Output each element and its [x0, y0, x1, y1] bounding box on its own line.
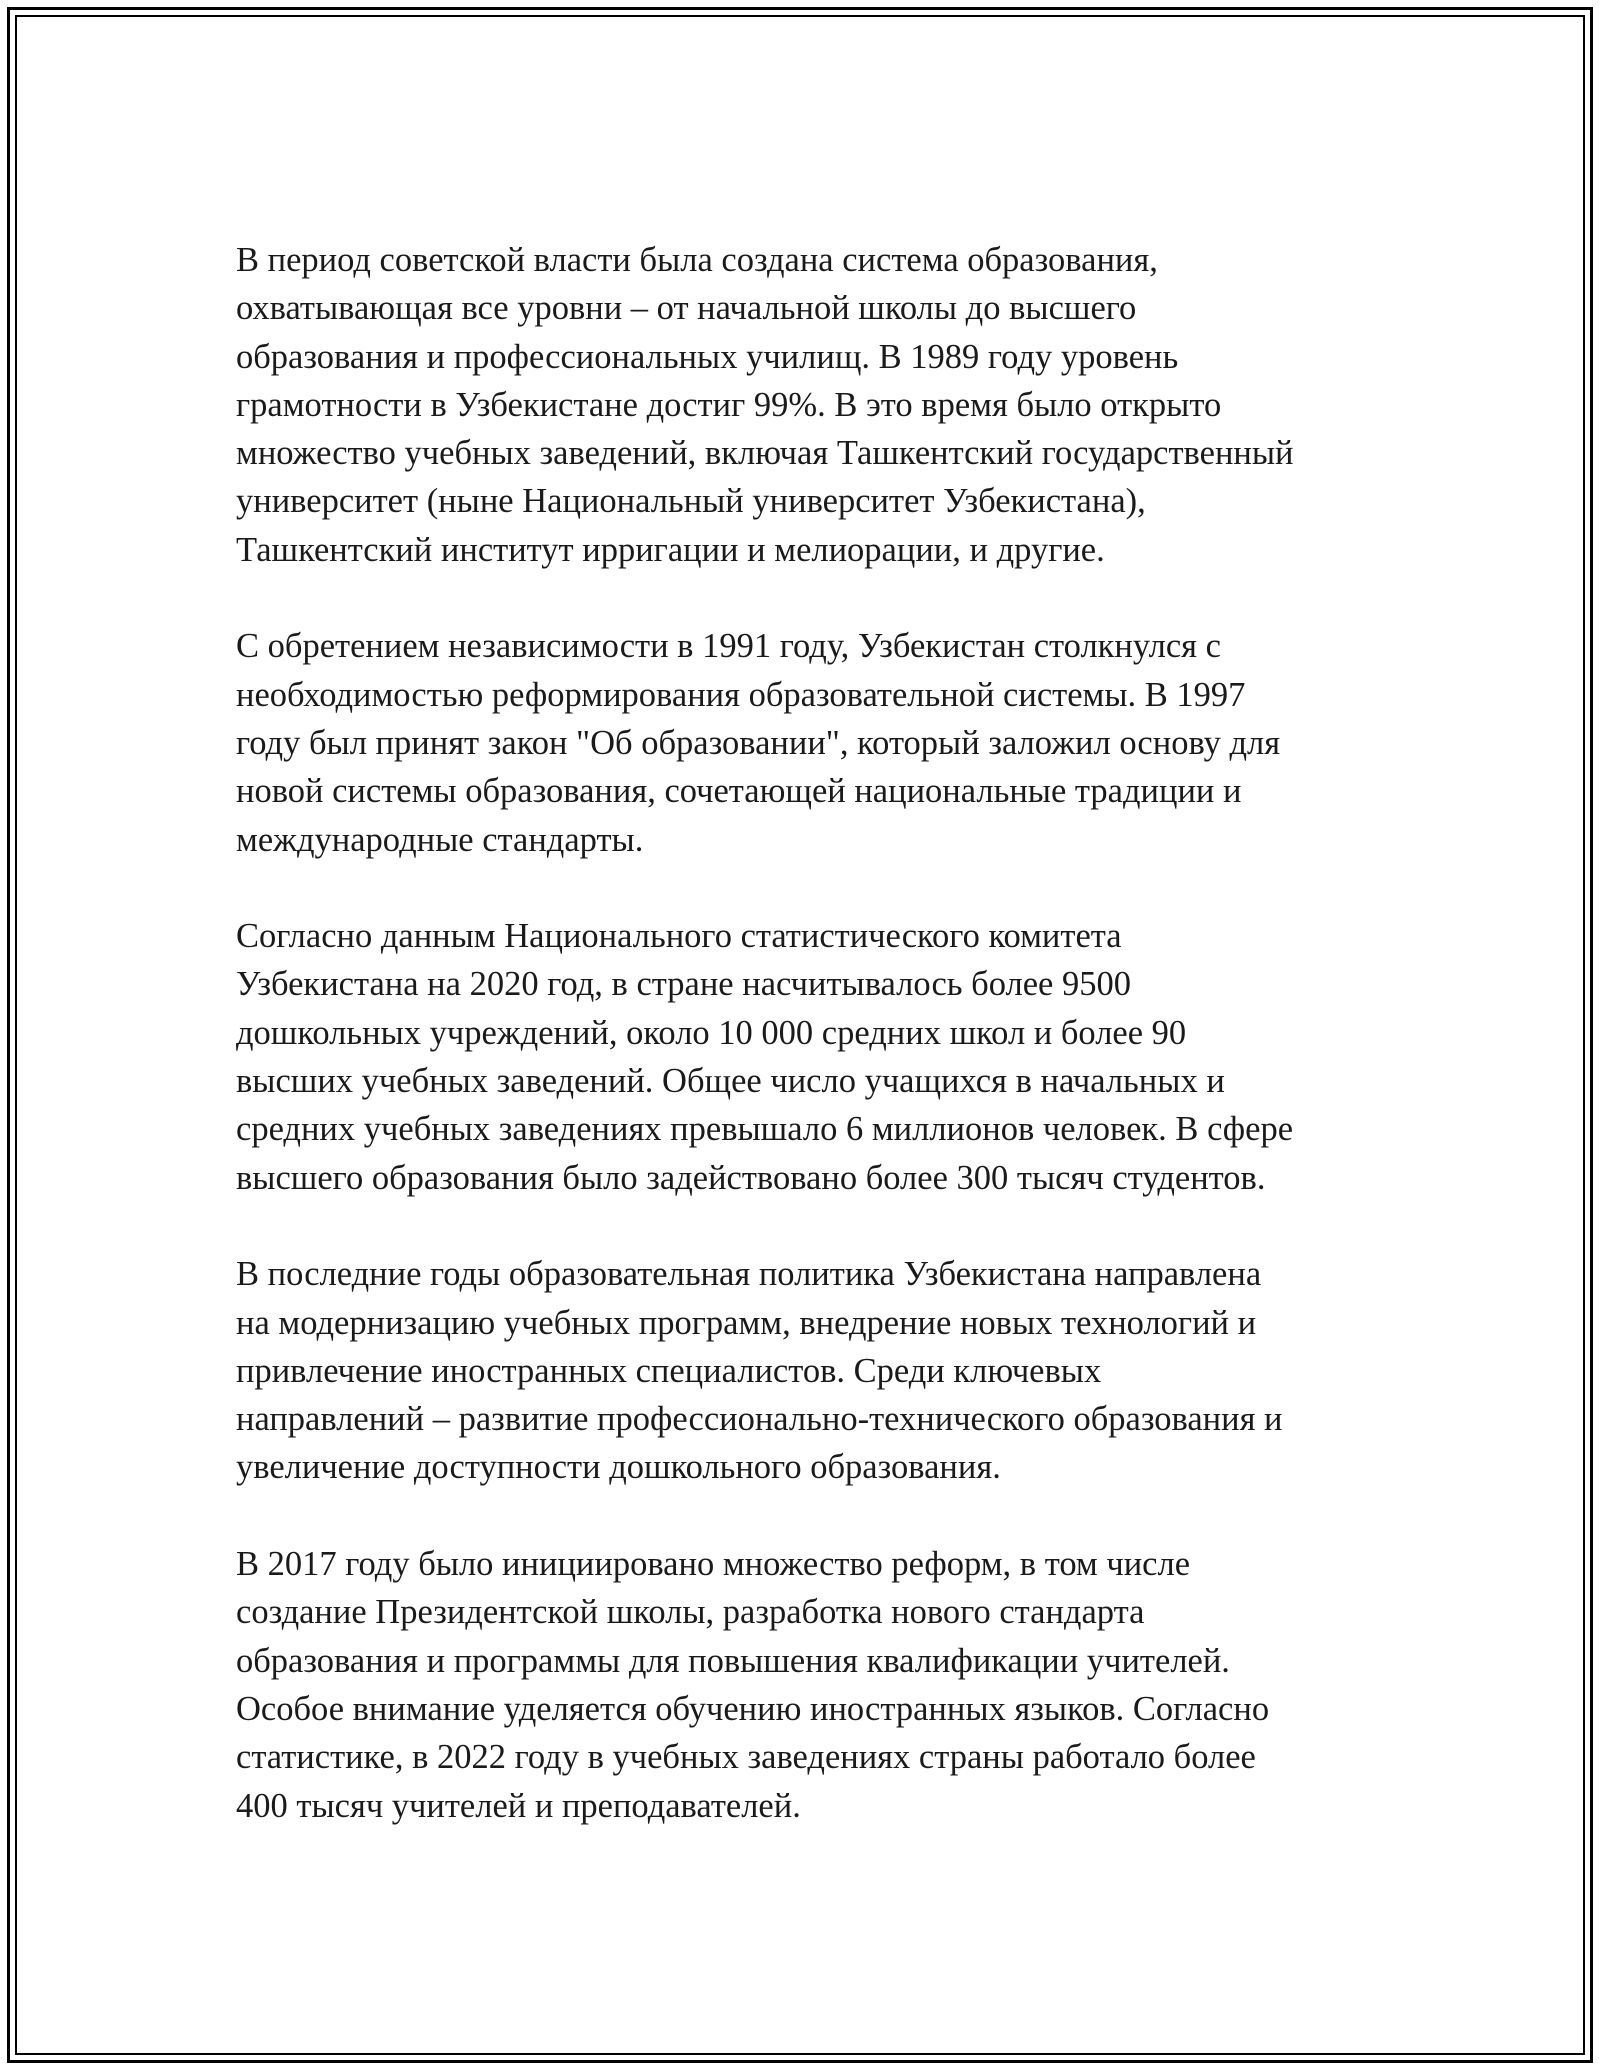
paragraph-soviet-era — [236, 236, 1376, 574]
paragraph-statistics-2020 — [236, 912, 1376, 1202]
text-line: средних учебных заведениях превышало 6 миллионов человек. В сфере — [236, 1110, 1294, 1149]
text-line: привлечение иностранных специалистов. Среди ключевых — [236, 1351, 1102, 1390]
text-line: увеличение доступности дошкольного образования. — [236, 1448, 1001, 1487]
text-line: необходимостью реформирования образовательной системы. В 1997 — [236, 675, 1246, 714]
paragraph-recent-policy — [236, 1250, 1376, 1491]
text-line: В последние годы образовательная политика Узбекистана направлена — [236, 1255, 1262, 1294]
text-line: образования и профессиональных училищ. В 1989 году уровень — [236, 337, 1179, 376]
text-line: В 2017 году было инициировано множество реформ, в том числе — [236, 1545, 1191, 1584]
text-line: образования и программы для повышения квалификации учителей. — [236, 1641, 1230, 1680]
text-line: высших учебных заведений. Общее число учащихся в начальных и — [236, 1062, 1225, 1101]
text-line: направлений – развитие профессионально-технического образования и — [236, 1400, 1283, 1439]
text-line: на модернизацию учебных программ, внедрение новых технологий и — [236, 1303, 1257, 1342]
text-line: статистике, в 2022 году в учебных заведениях страны работало более — [236, 1738, 1256, 1777]
text-line: международные стандарты. — [236, 820, 644, 859]
paragraph-reforms-2017 — [236, 1540, 1376, 1830]
text-line: Ташкентский институт ирригации и мелиорации, и другие. — [236, 530, 1105, 569]
text-line: дошкольных учреждений, около 10 000 средних школ и более 90 — [236, 1013, 1187, 1052]
text-line: 400 тысяч учителей и преподавателей. — [236, 1786, 801, 1825]
text-line: году был принят закон "Об образовании", который заложил основу для — [236, 723, 1281, 762]
text-line: множество учебных заведений, включая Ташкентский государственный — [236, 434, 1294, 473]
paragraph-independence — [236, 622, 1376, 863]
text-line: В период советской власти была создана система образования, — [236, 241, 1158, 279]
text-line: грамотности в Узбекистане достиг 99%. В это время было открыто — [236, 385, 1222, 424]
text-line: Узбекистана на 2020 год, в стране насчитывалось более 9500 — [236, 965, 1131, 1004]
text-line: Согласно данным Национального статистического комитета — [236, 917, 1122, 956]
text-line: создание Президентской школы, разработка нового стандарта — [236, 1593, 1145, 1632]
text-line: университет (ныне Национальный университет Узбекистана), — [236, 482, 1146, 521]
text-line: охватывающая все уровни – от начальной школы до высшего — [236, 289, 1137, 328]
text-line: Особое внимание уделяется обучению иностранных языков. Согласно — [236, 1689, 1270, 1728]
text-line: С обретением независимости в 1991 году, Узбекистан столкнулся с — [236, 627, 1221, 666]
document-body — [236, 236, 1376, 1878]
text-line: новой системы образования, сочетающей национальные традиции и — [236, 772, 1242, 811]
text-line: высшего образования было задействовано более 300 тысяч студентов. — [236, 1158, 1266, 1197]
